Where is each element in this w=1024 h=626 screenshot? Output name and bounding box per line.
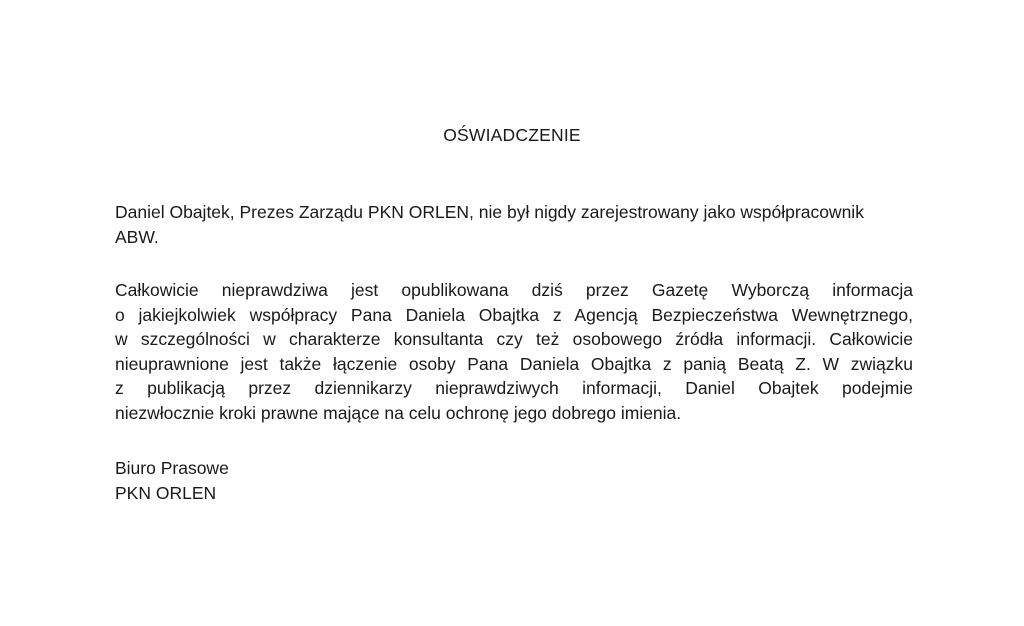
signature-company: PKN ORLEN (115, 482, 217, 503)
paragraph-line: o jakiejkolwiek współpracy Pana Daniela Obajtka z Agencją Bezpieczeństwa Wewnętrznego, (115, 304, 913, 325)
paragraph-line: Daniel Obajtek, Prezes Zarządu PKN ORLEN, nie był nigdy zarejestrowany jako współpracownik (115, 202, 864, 222)
paragraph-statement (115, 200, 913, 249)
paragraph-line: Całkowicie nieprawdziwa jest opublikowana dziś przez Gazetę Wyborczą informacja (115, 280, 913, 300)
paragraph-line: w szczególności w charakterze konsultanta czy też osobowego źródła informacji. Całkowicie (115, 329, 913, 349)
paragraph-denial (115, 278, 913, 425)
signature-department: Biuro Prasowe (115, 458, 229, 478)
signature-block (115, 456, 913, 505)
paragraph-line: ABW. (115, 226, 159, 247)
paragraph-line: niezwłocznie kroki prawne mające na celu ochronę jego dobrego imienia. (115, 402, 682, 423)
paragraph-line: nieuprawnione jest także łączenie osoby Pana Daniela Obajtka z panią Beatą Z. W związku (115, 353, 913, 374)
paragraph-line: z publikacją przez dziennikarzy nieprawdziwych informacji, Daniel Obajtek podejmie (115, 378, 913, 398)
document-title: OŚWIADCZENIE (443, 125, 581, 145)
